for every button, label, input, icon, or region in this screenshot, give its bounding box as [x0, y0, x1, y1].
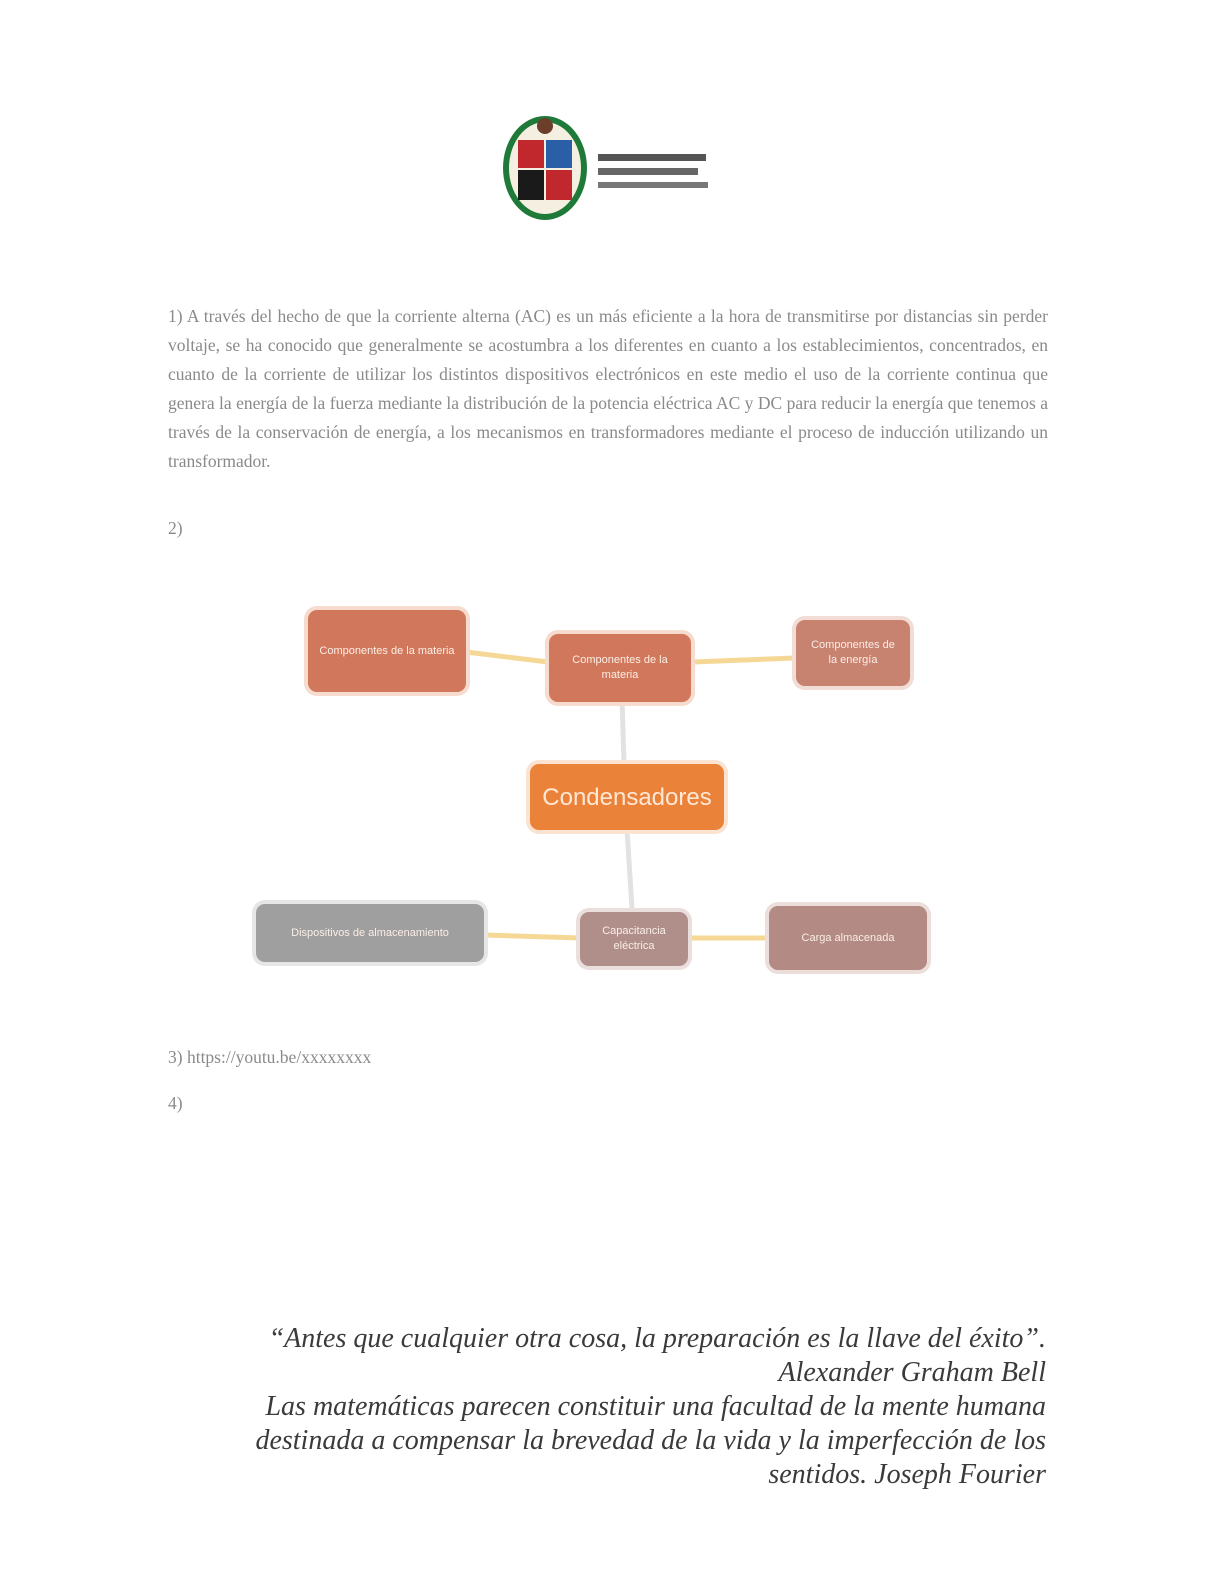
- quote-author-1: Alexander Graham Bell: [778, 1357, 1046, 1388]
- connector-top-center: [622, 700, 624, 762]
- quote-line-2: Las matemáticas parecen constituir una facultad de la mente humana destinada a compensar la brevedad de la vida y la imperfección de los sentidos. Joseph Fourier: [255, 1391, 1046, 1490]
- diagram-node-bottom-left: Dispositivos de almacenamiento: [256, 904, 484, 962]
- diagram-node-bottom-center: Capacitancia eléctrica: [580, 912, 688, 966]
- quote-block: [170, 1322, 1046, 1492]
- item-number-2: 2): [168, 518, 183, 538]
- item-number-3-link[interactable]: 3) https://youtu.be/xxxxxxxx: [168, 1047, 372, 1067]
- item-number-4: 4): [168, 1093, 183, 1113]
- diagram-node-top-center: Componentes de la materia: [549, 634, 691, 702]
- diagram-node-bottom-right: Carga almacenada: [769, 906, 927, 970]
- connector-top-left: [466, 652, 548, 662]
- concept-map-diagram: [0, 590, 1224, 990]
- connector-top-right: [693, 658, 795, 662]
- diagram-node-top-left: Componentes de la materia: [308, 610, 466, 692]
- quote-line-1: “Antes que cualquier otra cosa, la preparación es la llave del éxito”.: [268, 1323, 1046, 1354]
- diagram-node-top-right: Componentes de la energía: [796, 620, 910, 686]
- university-logo: [498, 112, 718, 232]
- paragraph-answer-1: 1) A través del hecho de que la corriente alterna (AC) es un más eficiente a la hora de transmitirse por distancias sin perder voltaje, se ha conocido que generalmente se acostumbra a los diferentes en cuanto a los establecimientos, concentrados, en cuanto de la corriente de utilizar los distintos dispositivos electrónicos en este medio el uso de la corriente continua que genera la energía de la fuerza mediante la distribución de la potencia eléctrica AC y DC para reducir la energía que tenemos a través de la conservación de energía, a los mecanismos en transformadores mediante el proceso de inducción utilizando un transformador.: [168, 306, 1048, 471]
- connector-bottom-left: [484, 935, 580, 938]
- connector-bottom-center: [627, 830, 632, 908]
- diagram-node-center: Condensadores: [530, 764, 724, 830]
